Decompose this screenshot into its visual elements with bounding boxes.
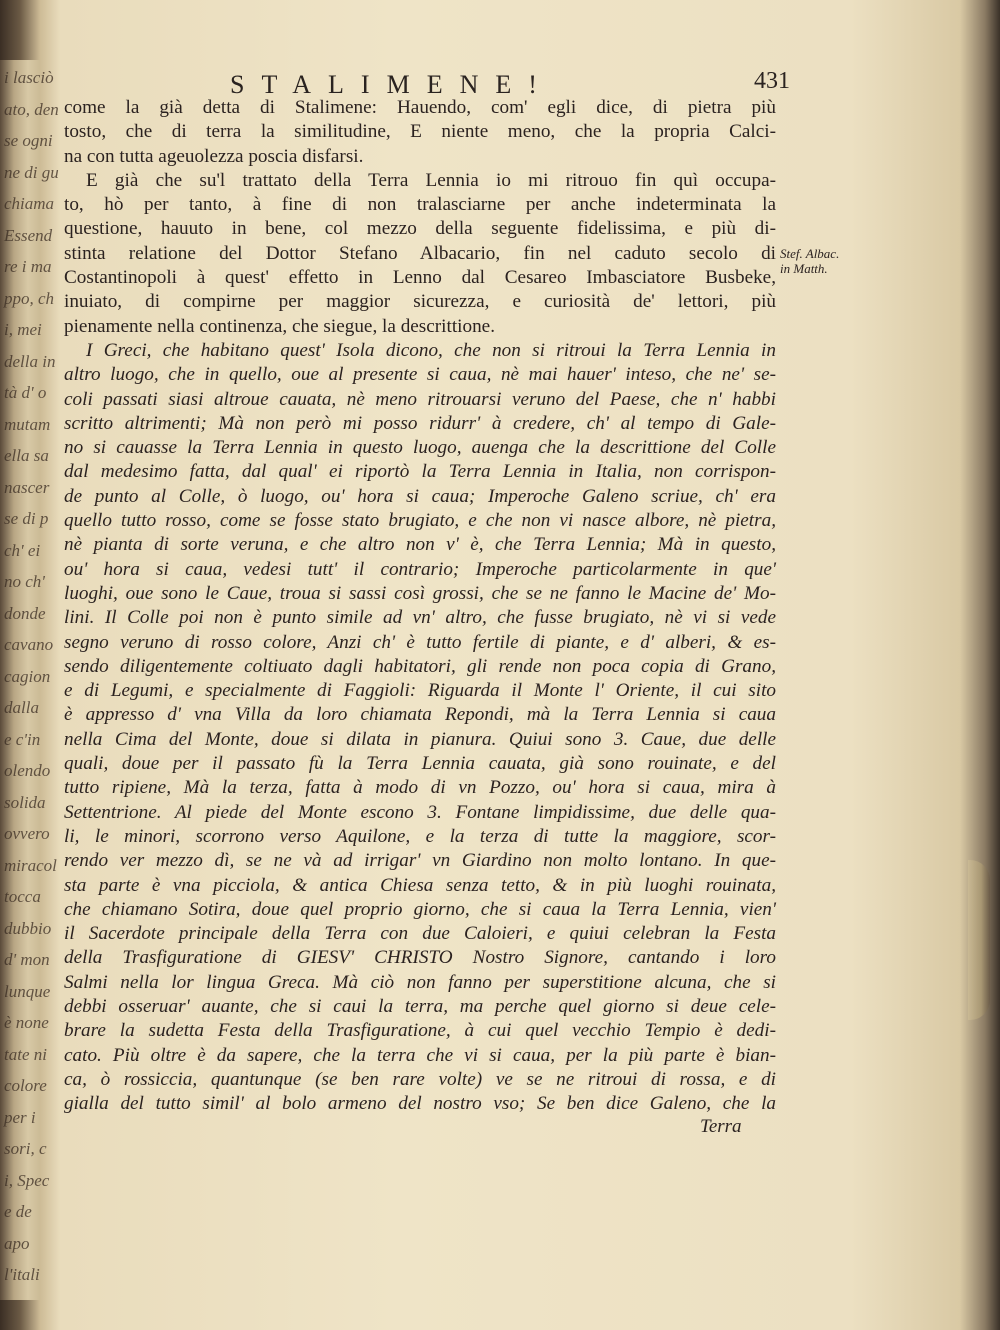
previous-page-text-fragment: olendo xyxy=(4,761,51,780)
previous-page-text-fragment: ch' ei xyxy=(4,540,41,560)
text-line: Salmi nella lor lingua Greca. Mà ciò non fanno per superstitione alcuna, che si xyxy=(64,971,776,993)
text-line: stinta relatione del Dottor Stefano Albacario, fin nel caduto secolo di xyxy=(64,242,776,264)
previous-page-text-fragment: e c'in xyxy=(4,729,41,749)
text-line: quello tutto rosso, come se fosse stato brugiato, e che non vi nasce albore, nè pietra, xyxy=(64,510,776,532)
previous-page-text-fragment: è none xyxy=(4,1013,49,1032)
text-line: scritto altrimenti; Mà non però mi posso ridurr' à credere, ch' al tempo di Gale- xyxy=(64,412,776,434)
previous-page-text-fragment: mutam xyxy=(4,414,51,434)
text-line: ca, ò rossiccia, quantunque (se ben rare volte) ve se ne ritroui di rossa, e di xyxy=(64,1068,776,1090)
previous-page-text-fragment: cagion xyxy=(4,666,51,686)
previous-page-text-fragment: donde xyxy=(4,603,46,623)
text-line: tosto, che di terra la similitudine, E niente meno, che la propria Calci- xyxy=(64,121,776,143)
previous-page-text-fragment: chiama xyxy=(4,194,55,213)
text-line: na con tutta ageuolezza poscia disfarsi. xyxy=(64,145,364,167)
text-line: è appresso d' vna Villa da loro chiamata Repondi, mà la Terra Lennia si caua xyxy=(64,704,776,726)
previous-page-text-fragment: apo xyxy=(4,1233,30,1253)
previous-page-text-fragment: e de xyxy=(4,1202,32,1221)
text-line: sta parte è vna picciola, & antica Chiesa senza tetto, & in più luoghi rouinata, xyxy=(64,874,776,896)
text-line: nè pianta di sorte veruna, e che altro non v' è, che Terra Lennia; Mà in questo, xyxy=(64,534,776,556)
previous-page-text-fragment: tate ni xyxy=(4,1044,47,1064)
previous-page-text-fragment: Essend xyxy=(4,225,53,245)
previous-page-text-fragment: se di p xyxy=(4,509,49,528)
margin-note-line: in Matth. xyxy=(780,261,828,276)
previous-page-text-fragment: lunque xyxy=(4,981,51,1001)
previous-page-text-fragment: ppo, ch xyxy=(4,288,55,308)
text-line: segno veruno di rosso colore, Anzi ch' è tutto fertile di piante, e d' alberi, & es- xyxy=(64,631,776,653)
page-edge-tab xyxy=(968,860,990,1020)
text-line: sendo diligentemente coltiuato dagli habitatori, gli rende non poca copia di Grano, xyxy=(64,655,776,677)
text-line: Costantinopoli à quest' effetto in Lenno dal Cesareo Imbasciatore Busbeke, xyxy=(64,267,776,289)
text-line: luoghi, oue sono le Caue, troua si sassi così grossi, che se ne fanno le Macine de' Mo- xyxy=(64,582,776,604)
previous-page-text-fragment: dalla xyxy=(4,698,39,717)
margin-note xyxy=(780,246,880,276)
previous-page-text-fragment: no ch' xyxy=(4,572,45,591)
previous-page-text-fragment: nascer xyxy=(4,477,50,497)
previous-page-text-fragment: cavano xyxy=(4,635,54,654)
previous-page-text-fragment: i, mei xyxy=(4,320,42,339)
text-line: questione, hauuto in bene, col mezzo della seguente fidelissima, e più di- xyxy=(64,218,776,240)
text-line: rendo ver mezzo dì, se ne và ad irrigar' vn Giardino non molto lontano. In que- xyxy=(64,850,776,872)
text-line: gialla del tutto simil' al bolo armeno del nostro vso; Se ben dice Galeno, che la xyxy=(64,1093,776,1115)
text-line: Settentrione. Al piede del Monte escono 3. Fontane limpidissime, due delle qua- xyxy=(64,801,776,823)
previous-page-text-fragment: tocca xyxy=(4,887,41,906)
text-line: li, le minori, scorrono verso Aquilone, e la terza di tutte la maggiore, scor- xyxy=(64,825,776,847)
body-text xyxy=(64,96,776,1116)
text-line: quali, doue per il passato fù la Terra Lennia cauata, già sono rouinate, e del xyxy=(64,753,776,775)
text-line: debbi osseruar' auante, che si caui la terra, ma perche quel giorno si deue cele- xyxy=(64,995,776,1017)
text-line: ou' hora si caua, vedesi tutt' il contrario; Imperoche particolarmente in que' xyxy=(64,558,776,580)
text-line: I Greci, che habitano quest' Isola dicono, che non si ritroui la Terra Lennia in xyxy=(86,339,776,361)
previous-page-text-fragment: tà d' o xyxy=(4,383,47,402)
previous-page-text-fragment: i lasciò xyxy=(4,68,54,87)
catchword: Terra xyxy=(700,1116,742,1137)
previous-page-edge xyxy=(0,60,59,1300)
running-head: STALIMENE! xyxy=(230,70,554,99)
text-line: to, hò per tanto, à fine di non tralasciarne per anche indeterminata la xyxy=(64,194,776,216)
text-line: nella Cima del Monte, doue si dilata in pianura. Quiui sono 3. Caue, due delle xyxy=(64,728,776,750)
text-line: che chiamano Sotira, doue quel proprio giorno, che si caua la Terra Lennia, vien' xyxy=(64,898,776,920)
previous-page-text-fragment: ato, den xyxy=(4,99,59,119)
text-line: brare la sudetta Festa della Trasfiguratione, à cui quel vecchio Tempio è dedi- xyxy=(64,1020,776,1042)
previous-page-text-fragment: colore xyxy=(4,1076,47,1095)
previous-page-text-fragment: della in xyxy=(4,351,56,371)
previous-page-text-fragment: sori, c xyxy=(4,1139,47,1158)
previous-page-text-fragment: i, Spec xyxy=(4,1170,50,1190)
previous-page-text-fragment: ne di gu xyxy=(4,162,59,182)
page-number: 431 xyxy=(754,68,790,94)
previous-page-text-fragment: se ogni xyxy=(4,131,53,150)
margin-note-line: Stef. Albac. xyxy=(780,246,840,261)
text-line: tutto ripiene, Mà la terza, fatta à modo di vn Pozzo, ou' hora si caua, mira à xyxy=(64,777,776,799)
previous-page-text-fragment: ovvero xyxy=(4,824,50,843)
previous-page-text-fragment: solida xyxy=(4,792,46,812)
text-line: lini. Il Colle poi non è punto simile ad vn' altro, che fusse brugiato, nè vi si vede xyxy=(64,607,776,629)
previous-page-text-fragment: per i xyxy=(4,1107,36,1127)
text-line: cato. Più oltre è da sapere, che la terra che vi si caua, per la più parte è bian- xyxy=(64,1044,776,1066)
text-line: pienamente nella continenza, che siegue, la descrittione. xyxy=(64,315,495,337)
text-line: e di Legumi, e specialmente di Faggioli: Riguarda il Monte l' Oriente, il cui sito xyxy=(64,680,776,702)
previous-page-text-fragment: miracol xyxy=(4,855,57,875)
text-line: E già che su'l trattato della Terra Lennia io mi ritrouo fin quì occupa- xyxy=(86,169,776,191)
text-line: inuiato, di compirne per maggior sicurezza, e curiosità de' lettori, più xyxy=(64,291,776,313)
text-line: il Sacerdote principale della Terra con due Caloieri, e quiui celebran la Festa xyxy=(64,923,776,945)
book-page xyxy=(40,40,985,1310)
text-line: coli passati siasi altroue cauata, nè meno ritrouarsi veruno del Paese, che n' habbi xyxy=(64,388,776,410)
previous-page-text-fragment: l'itali xyxy=(4,1265,40,1284)
previous-page-text-fragment: d' mon xyxy=(4,950,50,969)
text-line: dal medesimo fatta, dal qual' ei riportò la Terra Lennia in Italia, non corrispon- xyxy=(64,461,776,483)
previous-page-text-fragment: ella sa xyxy=(4,446,49,465)
text-line: de punto al Colle, ò luogo, ou' hora si caua; Imperoche Galeno scriue, ch' era xyxy=(64,485,776,507)
text-line: no si cauasse la Terra Lennia in questo luogo, auenga che la descrittione del Colle xyxy=(64,437,776,459)
text-line: della Trasfiguratione di GIESV' CHRISTO Nostro Signore, cantando i loro xyxy=(64,947,776,969)
text-line: altro luogo, che in quello, oue al presente si caua, nè mai hauer' inteso, che ne' se- xyxy=(64,364,776,386)
previous-page-text-fragment: re i ma xyxy=(4,257,52,276)
previous-page-text-fragment: dubbio xyxy=(4,918,52,938)
text-line: come la già detta di Stalimene: Hauendo, com' egli dice, di pietra più xyxy=(64,97,776,118)
